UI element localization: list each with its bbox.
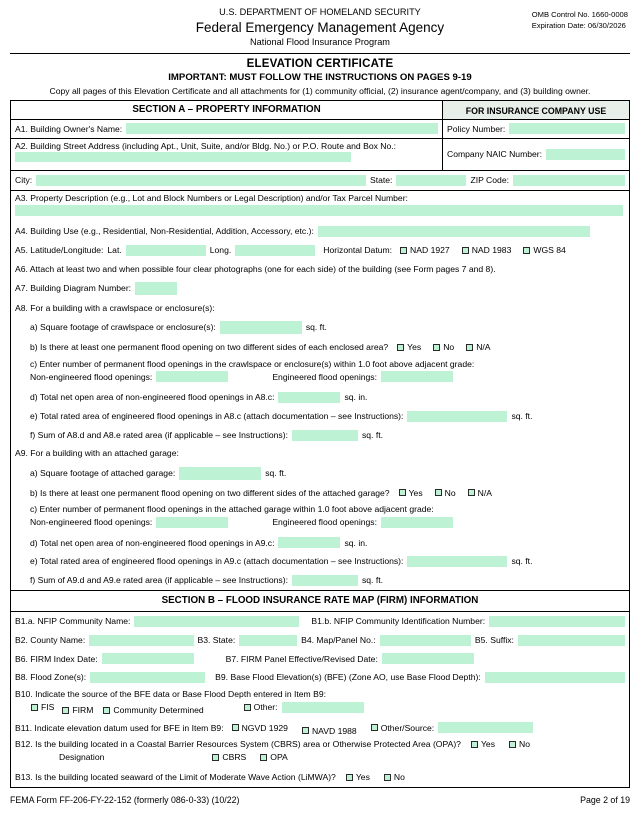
building-owner-name-input[interactable] xyxy=(126,123,438,134)
form-number: FEMA Form FF-206-FY-22-152 (formerly 086-0-33) (10/22) xyxy=(10,794,240,805)
b6-b7-row xyxy=(11,650,629,669)
a8b-na-label: N/A xyxy=(476,342,491,353)
policy-number-input[interactable] xyxy=(509,123,625,134)
a9-title-row xyxy=(11,444,629,462)
a9d-net-open-area-input[interactable] xyxy=(278,537,340,548)
a8-title: A8. For a building with a crawlspace or enclosure(s): xyxy=(15,302,215,313)
city-state-zip-row xyxy=(11,171,629,191)
b11-navd-1988-option[interactable] xyxy=(302,726,357,737)
omb-control-number: OMB Control No. 1660-0008 xyxy=(531,10,628,19)
b10-firm-option[interactable] xyxy=(62,705,93,716)
a9b-no-label: No xyxy=(444,487,456,498)
a8-title-row xyxy=(11,299,629,317)
a9a-unit-label: sq. ft. xyxy=(265,467,287,478)
b13-label: B13. Is the building located seaward of the Limit of Moderate Wave Action (LiMWA)? xyxy=(15,772,336,783)
a8c-inputs-line xyxy=(30,371,625,382)
b13-yes-option[interactable] xyxy=(346,772,370,783)
b12-yes-option[interactable] xyxy=(471,739,495,750)
b6-label: B6. FIRM Index Date: xyxy=(15,653,98,664)
a8c-engineered-label: Engineered flood openings: xyxy=(272,371,377,382)
designation-cbrs-checkbox[interactable] xyxy=(212,754,219,761)
nad-1983-checkbox[interactable] xyxy=(462,247,469,254)
state-input[interactable] xyxy=(396,175,466,186)
b10-other-checkbox[interactable] xyxy=(244,704,251,711)
company-naic-number-input[interactable] xyxy=(546,149,625,160)
county-name-input[interactable] xyxy=(89,635,193,646)
firm-index-date-input[interactable] xyxy=(102,653,194,664)
nad-1983-option[interactable] xyxy=(462,245,512,256)
a9-title: A9. For a building with an attached garage: xyxy=(15,448,179,459)
a9b-row xyxy=(11,484,629,502)
nfip-community-name-input[interactable] xyxy=(134,616,299,627)
state-label: State: xyxy=(369,174,393,185)
a7-label: A7. Building Diagram Number: xyxy=(15,283,132,294)
a9b-yes-checkbox[interactable] xyxy=(399,489,406,496)
page-number: Page 2 of 19 xyxy=(580,794,630,805)
b5-label: B5. Suffix: xyxy=(474,634,514,645)
a4-row xyxy=(11,222,629,241)
wgs-84-option[interactable] xyxy=(523,245,565,256)
zip-label: ZIP Code: xyxy=(470,174,509,185)
a8d-net-open-area-input[interactable] xyxy=(278,392,340,403)
a6-row xyxy=(11,260,629,278)
a8c-non-engineered-label: Non-engineered flood openings: xyxy=(30,371,153,382)
b10-community-determined-checkbox[interactable] xyxy=(103,707,110,714)
b11-other-source-checkbox[interactable] xyxy=(371,724,378,731)
longitude-label: Long. xyxy=(209,244,232,255)
a9f-label: f) Sum of A9.d and A9.e rated area (if applicable – see Instructions): xyxy=(30,575,288,586)
b11-other-source-label: Other/Source: xyxy=(380,722,435,733)
b12-question-line xyxy=(15,739,625,750)
a8f-sum-rated-area-input[interactable] xyxy=(292,430,358,441)
b8-b9-row xyxy=(11,668,629,687)
a8a-row xyxy=(11,317,629,338)
a5-label: A5. Latitude/Longitude: xyxy=(15,244,104,255)
program-name: National Flood Insurance Program xyxy=(250,37,390,48)
form-title: ELEVATION CERTIFICATE xyxy=(246,57,394,70)
a3-row xyxy=(11,191,629,222)
a8e-label: e) Total rated area of engineered flood openings in A8.c (attach documentation – see Instructions): xyxy=(30,410,404,421)
a9c-non-engineered-label: Non-engineered flood openings: xyxy=(30,516,153,527)
a2-label: A2. Building Street Address (including Apt., Unit, Suite, and/or Bldg. No.) or P.O. Route and Box No.: xyxy=(15,140,397,151)
section-b-header: SECTION B – FLOOD INSURANCE RATE MAP (FIRM) INFORMATION xyxy=(11,590,629,612)
city-input[interactable] xyxy=(36,175,366,186)
a8c-non-engineered-openings-input[interactable] xyxy=(156,371,228,382)
a8d-unit-label: sq. in. xyxy=(344,392,368,403)
a8f-unit-label: sq. ft. xyxy=(361,429,383,440)
a9c-engineered-openings-input[interactable] xyxy=(381,517,453,528)
policy-number-row xyxy=(442,120,629,139)
b10-community-determined-option[interactable] xyxy=(103,705,203,716)
a8a-unit-label: sq. ft. xyxy=(305,322,327,333)
b12-yes-label: Yes xyxy=(480,739,495,750)
a9c-label: c) Enter number of permanent flood openings in the attached garage within 1.0 foot above adjacent grade: xyxy=(30,504,434,515)
b10-community-determined-label: Community Determined xyxy=(113,704,204,715)
b10-other-label: Other: xyxy=(253,701,278,712)
a8a-label: a) Square footage of crawlspace or enclosure(s): xyxy=(30,322,216,333)
a8b-na-checkbox[interactable] xyxy=(466,344,473,351)
b10-firm-checkbox[interactable] xyxy=(62,707,69,714)
a8b-no-checkbox[interactable] xyxy=(433,344,440,351)
a8b-no-label: No xyxy=(443,342,455,353)
b1a-label: B1.a. NFIP Community Name: xyxy=(15,616,131,627)
horizontal-datum-label: Horizontal Datum: xyxy=(323,244,393,255)
building-use-input[interactable] xyxy=(318,226,590,237)
b13-no-option[interactable] xyxy=(384,772,405,783)
b12-label: B12. Is the building located in a Coastal Barrier Resources System (CBRS) area or Otherwise Protected Area (OPA)? xyxy=(15,739,461,750)
b4-label: B4. Map/Panel No.: xyxy=(301,634,376,645)
a8b-label: b) Is there at least one permanent flood opening on two different sides of each enclosed area? xyxy=(30,342,389,353)
b1b-label: B1.b. NFIP Community Identification Number: xyxy=(311,616,486,627)
b13-yes-label: Yes xyxy=(355,772,370,783)
a9b-yes-option[interactable] xyxy=(399,488,423,499)
important-note: IMPORTANT: MUST FOLLOW THE INSTRUCTIONS ON PAGES 9-19 xyxy=(168,72,472,84)
zip-code-input[interactable] xyxy=(513,175,625,186)
form-header xyxy=(10,7,630,49)
b11-navd-1988-label: NAVD 1988 xyxy=(311,725,357,736)
designation-label: Designation xyxy=(59,752,105,763)
a6-text: A6. Attach at least two and when possible four clear photographs (one for each side) of the building (see Form pages 7 and 8). xyxy=(15,263,496,274)
a8c-row xyxy=(11,357,629,388)
a9a-label: a) Square footage of attached garage: xyxy=(30,467,176,478)
city-label: City: xyxy=(15,174,33,185)
garage-square-footage-input[interactable] xyxy=(179,467,261,480)
b12-designation-line xyxy=(15,752,625,763)
b12-no-label: No xyxy=(519,739,530,750)
b11-ngvd-1929-option[interactable] xyxy=(232,723,288,734)
a1-row xyxy=(11,120,442,139)
a9d-unit-label: sq. in. xyxy=(344,537,368,548)
a8b-yes-checkbox[interactable] xyxy=(397,344,404,351)
building-street-address-input[interactable] xyxy=(15,152,351,162)
form-body xyxy=(10,100,630,788)
b2-row xyxy=(11,631,629,650)
insurance-company-use-header: FOR INSURANCE COMPANY USE xyxy=(442,101,629,120)
b13-row xyxy=(11,769,629,787)
b10-label: B10. Indicate the source of the BFE data or Base Flood Depth entered in Item B9: xyxy=(15,689,326,700)
b10-options-line xyxy=(15,702,625,713)
a8b-no-option[interactable] xyxy=(433,342,454,353)
a9b-no-checkbox[interactable] xyxy=(435,489,442,496)
latitude-input[interactable] xyxy=(126,245,206,256)
b13-yes-checkbox[interactable] xyxy=(346,774,353,781)
a9e-label: e) Total rated area of engineered flood openings in A9.c (attach documentation – see Instructions): xyxy=(30,556,404,567)
b1-row xyxy=(11,612,629,631)
a1-label: A1. Building Owner's Name: xyxy=(15,123,123,134)
a8b-row xyxy=(11,338,629,356)
nad-1927-option[interactable] xyxy=(400,245,450,256)
a8d-label: d) Total net open area of non-engineered flood openings in A8.c: xyxy=(30,392,275,403)
agency-name: Federal Emergency Management Agency xyxy=(195,19,445,35)
a9f-sum-rated-area-input[interactable] xyxy=(292,575,358,586)
flood-zones-input[interactable] xyxy=(90,672,205,683)
a9d-row xyxy=(11,534,629,553)
wgs-84-label: WGS 84 xyxy=(533,244,566,255)
b10-fis-checkbox[interactable] xyxy=(31,704,38,711)
a9b-no-option[interactable] xyxy=(435,488,456,499)
policy-number-label: Policy Number: xyxy=(447,123,506,134)
b11-ngvd-1929-checkbox[interactable] xyxy=(232,724,239,731)
designation-opa-option[interactable] xyxy=(260,752,288,763)
designation-opa-label: OPA xyxy=(270,752,288,763)
b12-yes-checkbox[interactable] xyxy=(471,741,478,748)
b11-label: B11. Indicate elevation datum used for BFE in Item B9: xyxy=(15,722,224,733)
building-diagram-number-input[interactable] xyxy=(135,282,177,295)
department-name: U.S. DEPARTMENT OF HOMELAND SECURITY xyxy=(219,7,421,17)
a8b-yes-label: Yes xyxy=(407,342,422,353)
a8c-engineered-openings-input[interactable] xyxy=(381,371,453,382)
header-divider xyxy=(10,53,630,54)
b3-label: B3. State: xyxy=(197,634,236,645)
b10-other-input[interactable] xyxy=(282,702,364,713)
longitude-input[interactable] xyxy=(235,245,315,256)
designation-opa-checkbox[interactable] xyxy=(260,754,267,761)
a8f-label: f) Sum of A8.d and A8.e rated area (if applicable – see Instructions): xyxy=(30,429,288,440)
a9b-na-checkbox[interactable] xyxy=(468,489,475,496)
b13-no-checkbox[interactable] xyxy=(384,774,391,781)
naic-row xyxy=(442,139,629,171)
a9b-yes-label: Yes xyxy=(408,487,423,498)
a8b-na-option[interactable] xyxy=(466,342,490,353)
a3-label: A3. Property Description (e.g., Lot and Block Numbers or Legal Description) and/or Tax Parcel Number: xyxy=(15,192,408,203)
a8e-row xyxy=(11,407,629,426)
expiration-date: Expiration Date: 06/30/2026 xyxy=(531,21,626,30)
a8b-yes-option[interactable] xyxy=(397,342,421,353)
b9-label: B9. Base Flood Elevation(s) (BFE) (Zone AO, use Base Flood Depth): xyxy=(215,672,481,683)
a8e-rated-area-input[interactable] xyxy=(407,411,507,422)
b10-firm-label: FIRM xyxy=(72,704,94,715)
b11-other-source-input[interactable] xyxy=(438,722,533,733)
a2-row xyxy=(11,139,442,171)
property-description-input[interactable] xyxy=(15,205,623,216)
a9b-na-label: N/A xyxy=(477,487,492,498)
b13-no-label: No xyxy=(393,772,405,783)
nad-1927-checkbox[interactable] xyxy=(400,247,407,254)
b7-label: B7. FIRM Panel Effective/Revised Date: xyxy=(225,653,378,664)
a9e-rated-area-input[interactable] xyxy=(407,556,507,567)
a9c-non-engineered-openings-input[interactable] xyxy=(156,517,228,528)
a9c-inputs-line xyxy=(30,517,625,528)
crawlspace-square-footage-input[interactable] xyxy=(220,321,302,334)
a9b-label: b) Is there at least one permanent flood opening on two different sides of the attached garage? xyxy=(30,487,390,498)
a9e-unit-label: sq. ft. xyxy=(511,556,533,567)
section-a-header: SECTION A – PROPERTY INFORMATION xyxy=(11,101,442,120)
wgs-84-checkbox[interactable] xyxy=(523,247,530,254)
a5-row xyxy=(11,241,629,260)
a7-row xyxy=(11,278,629,299)
b10-row xyxy=(11,687,629,718)
a9c-engineered-label: Engineered flood openings: xyxy=(272,516,377,527)
nfip-community-id-input[interactable] xyxy=(489,616,625,627)
designation-cbrs-label: CBRS xyxy=(222,752,247,763)
copy-instruction: Copy all pages of this Elevation Certificate and all attachments for (1) community official, (2) insurance agent/company, and (3) building owner. xyxy=(49,86,591,97)
b11-navd-1988-checkbox[interactable] xyxy=(302,727,309,734)
section-a-top-grid xyxy=(11,101,629,171)
b2-label: B2. County Name: xyxy=(15,634,86,645)
a4-label: A4. Building Use (e.g., Residential, Non-Residential, Addition, Accessory, etc.): xyxy=(15,226,314,237)
b11-row xyxy=(11,719,629,738)
b10-fis-label: FIS xyxy=(41,701,55,712)
designation-cbrs-option[interactable] xyxy=(212,752,246,763)
b12-no-checkbox[interactable] xyxy=(509,741,516,748)
b3-state-input[interactable] xyxy=(239,635,297,646)
a9d-label: d) Total net open area of non-engineered flood openings in A9.c: xyxy=(30,537,275,548)
latitude-label: Lat. xyxy=(107,244,122,255)
b10-fis-option[interactable] xyxy=(31,702,54,713)
a9c-row xyxy=(11,502,629,533)
page-footer xyxy=(10,795,630,806)
b11-other-source-option[interactable] xyxy=(371,723,435,734)
a9b-na-option[interactable] xyxy=(468,488,492,499)
a9a-row xyxy=(11,463,629,484)
a8d-row xyxy=(11,388,629,407)
base-flood-elevation-input[interactable] xyxy=(485,672,625,683)
firm-panel-date-input[interactable] xyxy=(382,653,474,664)
b11-ngvd-1929-label: NGVD 1929 xyxy=(241,722,288,733)
nad-1927-label: NAD 1927 xyxy=(410,244,450,255)
a8c-label: c) Enter number of permanent flood openings in the crawlspace or enclosure(s) within 1.0 foot above adjacent grade: xyxy=(30,358,475,369)
suffix-input[interactable] xyxy=(518,635,625,646)
b12-row xyxy=(11,737,629,768)
b8-label: B8. Flood Zone(s): xyxy=(15,672,87,683)
map-panel-number-input[interactable] xyxy=(380,635,471,646)
omb-block xyxy=(532,9,628,31)
a8e-unit-label: sq. ft. xyxy=(511,410,533,421)
b10-other-option[interactable] xyxy=(244,702,278,713)
b12-no-option[interactable] xyxy=(509,739,530,750)
a9f-row xyxy=(11,571,629,590)
a9e-row xyxy=(11,552,629,571)
naic-label: Company NAIC Number: xyxy=(447,149,543,160)
nad-1983-label: NAD 1983 xyxy=(471,244,512,255)
a9f-unit-label: sq. ft. xyxy=(361,575,383,586)
a8f-row xyxy=(11,426,629,445)
